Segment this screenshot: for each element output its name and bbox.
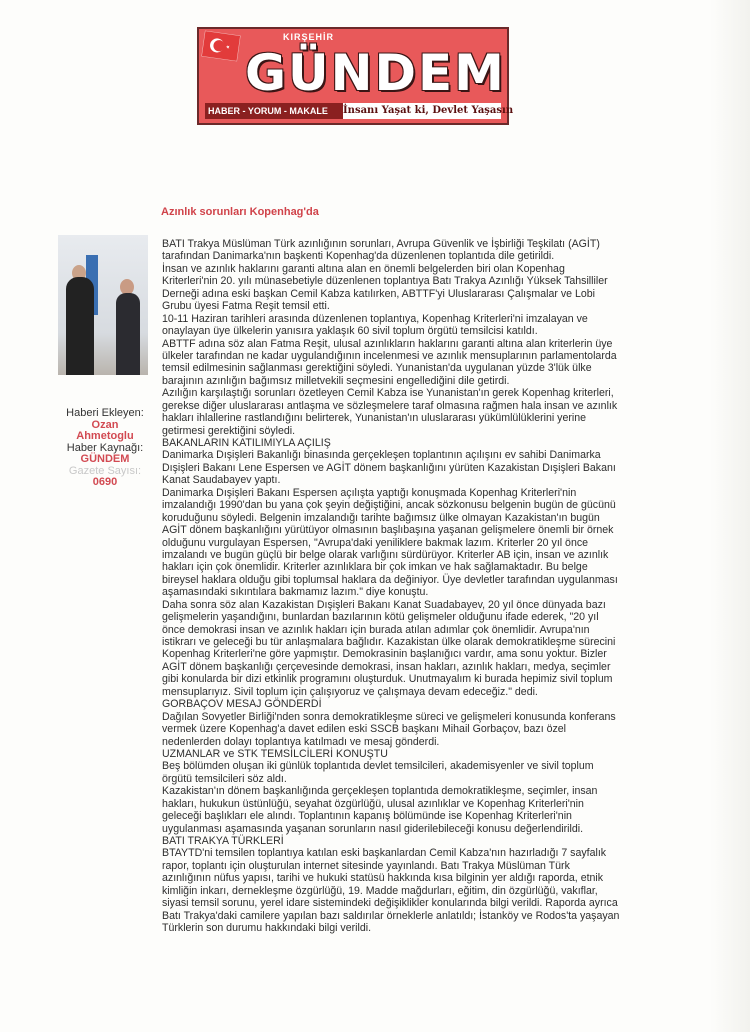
article-line: gerekse diğer uluslararası antlaşma ve sözleşmelere taraf olmasına rağmen hala insan ve azınlık	[162, 399, 618, 412]
article-line: UZMANLAR ve STK TEMSİLCİLERİ KONUŞTU	[162, 747, 388, 760]
article-line: imzalandı ve bugün güçlü bir belge olarak varlığını sürdürüyor. Kriterler AB için, insan ve azınlık	[162, 548, 609, 561]
article-photo	[58, 235, 148, 375]
article-line: onaylayan üye ülkelerin yanısıra yaklaşık 60 sivil toplum örgütü temsilcisi katıldı.	[162, 325, 538, 338]
article-line: gibi konularda bir dizi etkinlik programını oluşturduk. Unutmayalım ki burada hepimiz sivil toplum	[162, 673, 613, 686]
article-line: Beş bölümden oluşan iki günlük toplantıda devlet temsilcileri, akademisyenler ve sivil toplum	[162, 760, 594, 773]
article-line: Türklerin son durumu hakkındaki bilgi verildi.	[162, 922, 372, 935]
article-line: Kazakistan'ın dönem başkanlığında gerçekleşen toplantıda demokratikleşme, seçimler, insan	[162, 785, 598, 798]
article-line: imzalandığı 1990'dan bu yana çok şeyin değiştiğini, ancak sözkonusu belgenin bugün de gücünü	[162, 499, 616, 512]
article-line: hakları ihlallerine rastlandığını belirterek, Yunanistan'ın uluslararası yükümlülüklerini yerine	[162, 412, 587, 425]
added-by-label: Haberi Ekleyen:	[66, 407, 144, 419]
source-value: GÜNDEM	[80, 453, 130, 465]
article-line: mensuplarıyız. Sivil toplum için çalışıyoruz ve çalışmaya devam edeceğiz." dedi.	[162, 685, 538, 698]
issue-label: Gazete Sayısı:	[68, 464, 142, 477]
article-line: geleceği başlıkları ele alındı. Toplantının kapanış bölümünde ise Kopenhag Kriterleri'nin	[162, 810, 572, 823]
added-by-first: Ozan	[91, 418, 119, 431]
article-line: Kriterleri'nin 20. yılı münasebetiyle düzenlenen toplantıya Batı Trakya Azınlığı Yüksek Tahsilliler	[162, 275, 608, 288]
logo-city: KIRŞEHİR	[283, 32, 335, 42]
article-line: barajının azınlığın bağımsız milletvekili seçmesini engellediğini dile getirdi.	[162, 374, 510, 387]
article-line: 10-11 Haziran tarihleri arasında düzenlenen toplantıya, Kopenhag Kriterleri'ni imzalayan ve	[162, 312, 588, 325]
article-line: uygulanması aşamasında yaşanan sorunların nasıl giderilebileceği konusu değerlendirildi.	[162, 822, 584, 835]
person-man	[66, 277, 94, 375]
article-line: aşamasındaki sıkıntılara bakmamız lazım." diye konuştu.	[162, 586, 429, 599]
article-line: Grubu üyesi Fatma Reşit temsil etti.	[162, 300, 330, 313]
article-line: tarafından Danimarka'nın başkenti Kopenhag'da düzenlenen toplantıda dile getirildi.	[162, 250, 555, 263]
article-line: Daha sonra söz alan Kazakistan Dışişleri Bakanı Kanat Suadabayev, 20 yıl önce dünyada bazı	[162, 598, 606, 611]
newspaper-logo	[197, 27, 514, 125]
article-line: koruduğunu söyledi. Belgenin imzalandığı tarihte bağımsız ülke olmayan Kazakistan'ın bugün	[162, 511, 600, 524]
article-line: önce demokrasi insan ve azınlık hakları için burada atılan adımlar çok önemlidir. Avrupa'nın	[162, 623, 590, 636]
article-line: Batı Trakya'daki camilere yapılan bazı saldırılar örneklerle anlatıldı; İstanköy ve Rodos'ta yaşayan	[162, 909, 620, 922]
article-line: Kanat Saudabayev yaptı.	[162, 474, 281, 487]
article-line: BATI TRAKYA TÜRKLERİ	[162, 835, 284, 847]
article-line: vermek üzere Kopenhag'a davet edilen eski SSCB başkanı Mihail Gorbaçov, bazı özel	[162, 723, 567, 736]
article-line: Kopenhag Kriterleri'ne göre yapmıştır. Demokrasinin başlanığıcı vardır, ama sonu yoktur. Bizler	[162, 648, 607, 661]
person-woman	[116, 293, 140, 375]
article-line: kimliğin inkarı, dernekleşme özgürlüğü, 19. Madde mağdurları, eğitim, din özgürlüğü, vakıflar,	[162, 884, 598, 897]
article-line: AGİT dönem başkanlığı çerçevesinde demokrasi, insan hakları, azınlık hakları, medya, seçimler	[162, 660, 611, 673]
article-line: hakları, hukukun üstünlüğü, seyahat özgürlüğü, ulusal azınlıklar ve Kopenhag Kriterleri'nin	[162, 797, 584, 810]
article-line: Danimarka Dışişleri Bakanlığı binasında gerçekleşen toplantının açılışını ev sahibi Danimarka	[162, 449, 601, 462]
scan-edge	[710, 0, 750, 1032]
article-line: AGİT dönem başkanlığını yürütüyor olmasının başlıbaşına yaşanan gelişmelere önemli bir örnek	[162, 524, 614, 537]
article-line: bireysel haklara olduğu gibi toplumsal haklara da değiniyor. Üye devletler tarafından uygulanması	[162, 573, 618, 586]
article-title: Azınlık sorunları Kopenhag'da	[161, 206, 319, 218]
article-line: Azılığın karşılaştığı sorunları özetleyen Cemil Kabza ise Yunanistan'ın gerek Kopenhag kriterleri,	[162, 387, 614, 400]
article-body	[162, 238, 682, 935]
article-line: ABTTF adına söz alan Fatma Reşit, ulusal azınlıkların haklarını garanti altına alan kriterlerin üye	[162, 337, 613, 350]
article-line: istikrarı ve geleceği bu tür anlaşmalara bağlıdır. Kazakistan ülke olarak demokratikleşme sürecini	[162, 636, 616, 648]
article-line: Derneği adına eski başkan Cemil Kabza katılırken, ABTTF'yi Uluslararası Çalışmalar ve Lobi	[162, 287, 596, 300]
article-meta	[50, 408, 160, 489]
article-line: hakları için çok önemlidir. Kriterler azınlıklara bir çok imkan ve hak sağlamaktadır. Bu belge	[162, 561, 588, 574]
logo-strip	[205, 103, 514, 119]
article-line: Dışişleri Bakanı Lene Espersen ve AGİT dönem başkanlığını yürüten Kazakistan Dışişleri Bakanı	[162, 461, 616, 474]
article-line: temsil edilmesinin sağlanması gerektiğini söyledi. Yunanistan'da uygulanan yüzde 3'lük ülke	[162, 362, 592, 375]
article-line: siyasi temsil sorunu, yerel idare sistemindeki değişiklikler konularında bilgi verildi. Raporda ayrıca	[162, 897, 618, 910]
article-line: BTAYTD'ni temsilen toplantıya katılan eski başkanlardan Cemil Kabza'nın hazırladığı 7 sayfalık	[162, 847, 607, 860]
turkish-flag-icon	[201, 31, 240, 62]
article-line: BATI Trakya Müslüman Türk azınlığının sorunları, Avrupa Güvenlik ve İşbirliği Teşkilatı (AGİT)	[162, 238, 600, 250]
article-line: GORBAÇOV MESAJ GÖNDERDİ	[162, 698, 322, 711]
article-line: rapor, toplantı için oluşturulan internet sitesinde yayınlandı. Batı Trakya Müslüman Türk	[162, 859, 570, 872]
logo-sections: HABER - YORUM - MAKALE	[208, 106, 328, 116]
article-line: Dağılan Sovyetler Birliği'nden sonra demokratikleşme süreci ve gelişmeleri konusunda konferans	[162, 710, 616, 723]
article-line: gelişmelerin yaşandığını, bunlardan bazılarının kötü gelişmeler olduğunu ifade ederek, "20 yıl	[162, 611, 599, 624]
article-line: getirmesi gerektiğini söyledi.	[162, 424, 296, 437]
article-line: BAKANLARIN KATILIMIYLA AÇILIŞ	[162, 437, 331, 449]
issue-value: 0690	[92, 476, 118, 488]
article-line: nedenlerden dolayı toplantıya katılmadı ve mesaj gönderdi.	[162, 735, 440, 748]
logo-name: GÜNDEM	[245, 44, 506, 102]
article-line: azınlığının nüfus yapısı, tarihi ve hukuki statüsü hakkında kısa bilginin yer aldığı raporda, etnik	[162, 872, 604, 885]
added-by-last: Ahmetoglu	[76, 430, 134, 442]
article-line: ülkeler tarafından ne kadar uygulandığının incelenmesi ve azınlık mensuplarının parlamentolarda	[162, 349, 617, 362]
article-line: Danimarka Dışişleri Bakanı Espersen açılışta yaptığı konuşmada Kopenhag Kriterleri'nin	[162, 486, 577, 499]
article-line: örgütü temsilcileri söz aldı.	[162, 772, 287, 785]
article-line: İnsan ve azınlık haklarını garanti altına alan en önemli belgelerden biri olan Kopenhag	[162, 262, 565, 275]
logo-motto: İnsanı Yaşat ki, Devlet Yaşasın	[343, 103, 501, 119]
source-label: Haber Kaynağı:	[66, 441, 144, 454]
article-line: olduğunu vurgulayan Espersen, "Avrupa'daki yeniliklere bakmak lazım. Kriterler 20 yıl önce	[162, 536, 589, 549]
